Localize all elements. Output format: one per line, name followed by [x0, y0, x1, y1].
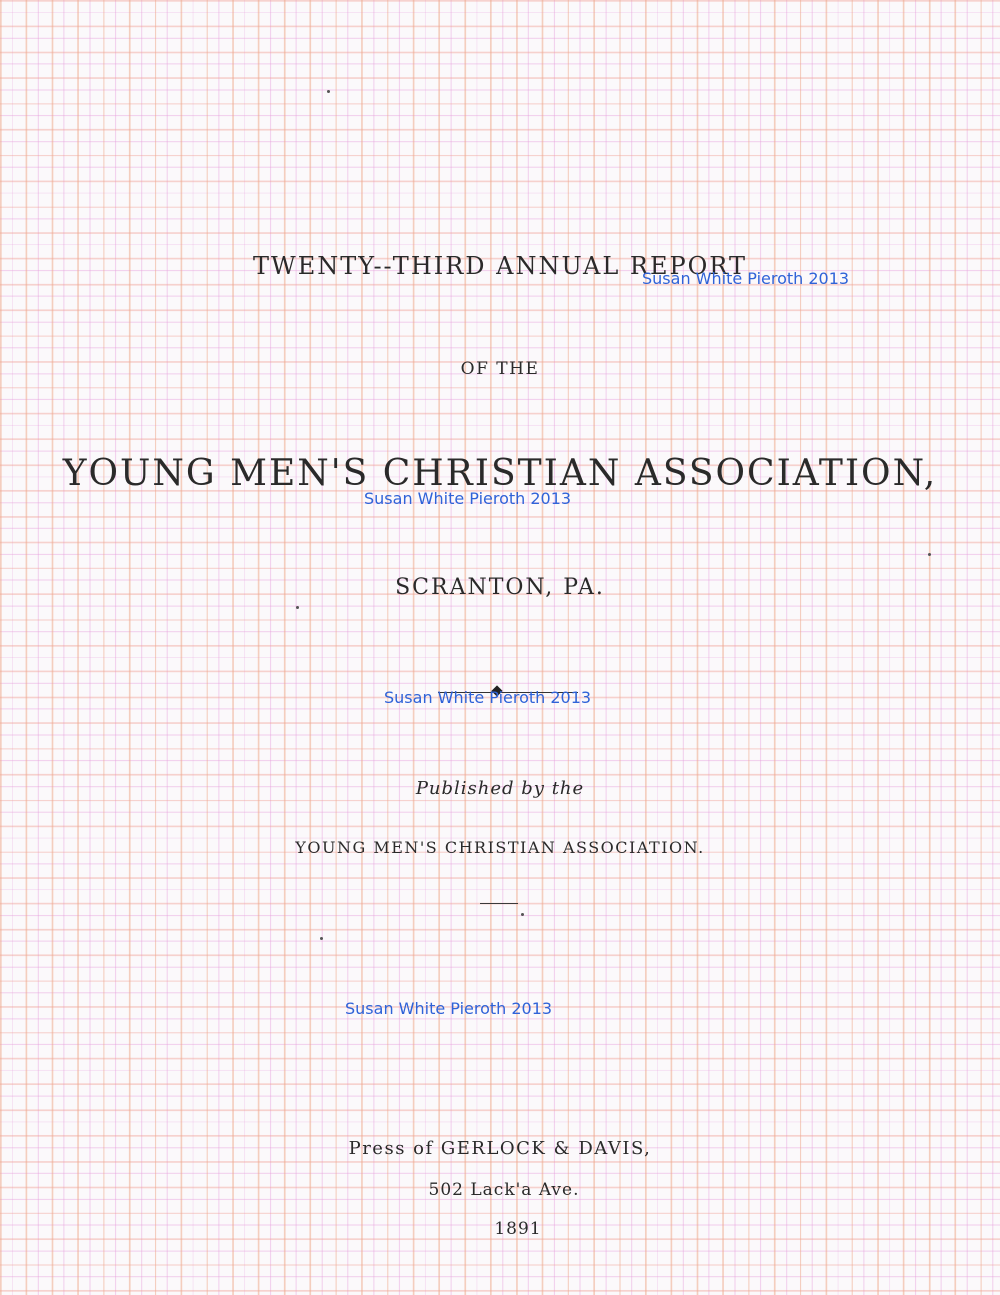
watermark: Susan White Pieroth 2013 [642, 269, 850, 288]
location-text: SCRANTON, PA. [395, 575, 605, 600]
watermark: Susan White Pieroth 2013 [384, 688, 592, 707]
watermark: Susan White Pieroth 2013 [364, 489, 572, 508]
address-text: 502 Lack'a Ave. [428, 1180, 580, 1200]
press-text: Press of GERLOCK & DAVIS, [348, 1138, 652, 1159]
organization-name: YOUNG MEN'S CHRISTIAN ASSOCIATION, [62, 453, 938, 494]
paper-speck [327, 90, 330, 93]
paper-speck [296, 606, 299, 609]
published-by-text: Published by the [415, 778, 585, 799]
paper-speck [320, 937, 323, 940]
paper-speck [521, 913, 524, 916]
publisher-name: YOUNG MEN'S CHRISTIAN ASSOCIATION. [295, 838, 705, 857]
watermark: Susan White Pieroth 2013 [345, 999, 553, 1018]
year-text: 1891 [494, 1219, 542, 1239]
paper-speck [928, 553, 931, 556]
of-the-text: OF THE [460, 359, 540, 379]
divider-rule [480, 903, 518, 904]
report-title: TWENTY--THIRD ANNUAL REPORT [253, 252, 747, 280]
